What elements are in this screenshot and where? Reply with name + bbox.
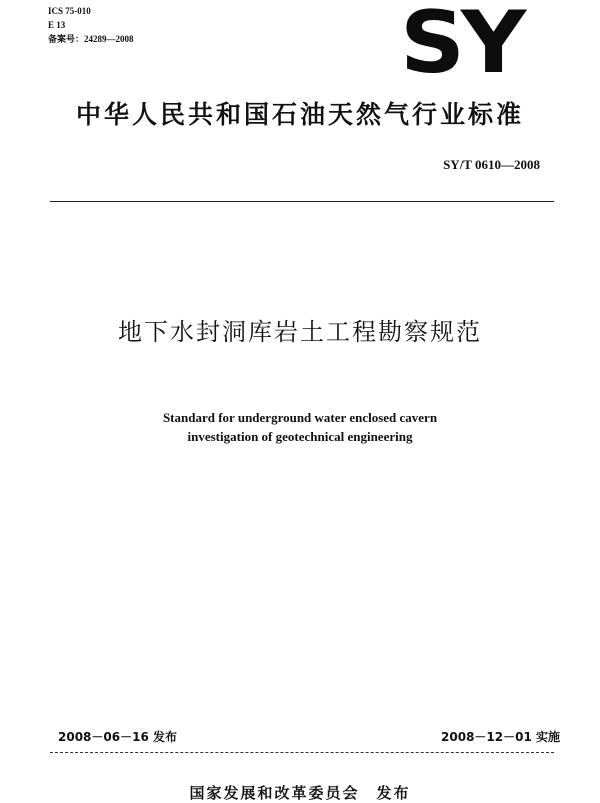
sy-logo: SY [400, 0, 523, 93]
bottom-divider [50, 752, 554, 753]
ics-code: ICS 75-010 [48, 6, 91, 16]
record-number: 备案号：24289—2008 [48, 34, 134, 44]
class-code: E 13 [48, 20, 66, 30]
org-title: 中华人民共和国石油天然气行业标准 [75, 100, 524, 129]
title-english-line-2: investigation of geotechnical engineering [187, 429, 413, 444]
title-english [0, 408, 600, 446]
header-meta [48, 4, 134, 46]
effective-date: 2008－12－01 实施 [441, 730, 560, 744]
title-chinese: 地下水封洞库岩土工程勘察规范 [118, 318, 482, 346]
top-divider [50, 201, 554, 202]
standard-code: SY/T 0610—2008 [443, 157, 540, 172]
title-english-line-1: Standard for underground water enclosed cavern [162, 410, 438, 425]
publisher: 国家发展和改革委员会 发布 [189, 784, 411, 802]
issue-date: 2008－06－16 发布 [58, 730, 177, 744]
